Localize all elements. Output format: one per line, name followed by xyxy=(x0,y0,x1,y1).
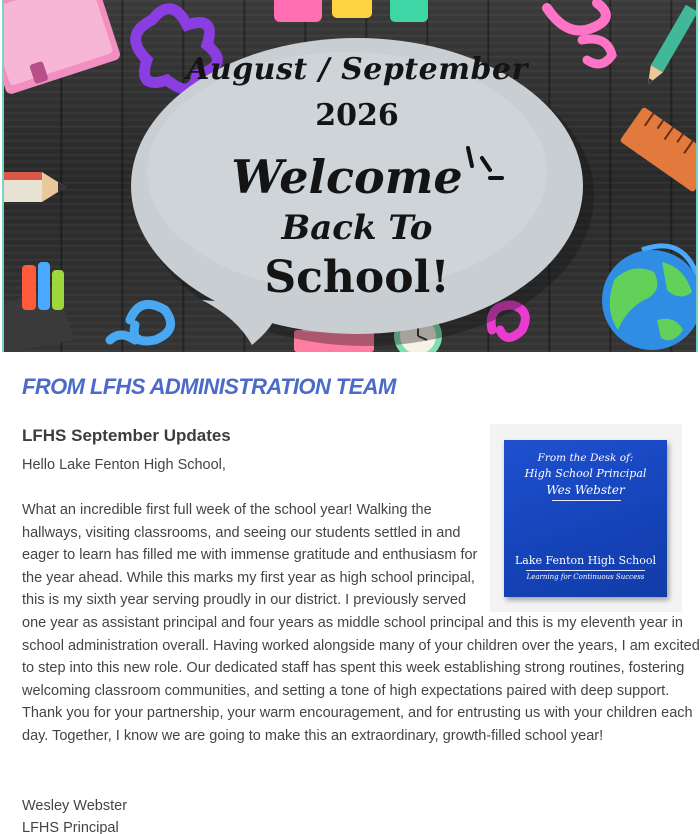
marker-icon xyxy=(332,0,372,18)
signature-name: Wesley Webster xyxy=(22,798,128,814)
note-rule xyxy=(526,570,645,571)
spiral-icon xyxy=(547,3,606,31)
hero-welcome: Welcome xyxy=(231,150,463,204)
note-name: Wes Webster xyxy=(546,483,625,497)
article-greeting: Hello Lake Fenton High School, xyxy=(22,457,226,473)
note-tagline: Learning for Continuous Success xyxy=(526,573,645,581)
hero-year: 2026 xyxy=(315,98,399,133)
globe-icon xyxy=(602,246,698,350)
notebook-icon xyxy=(2,0,122,95)
section-heading: FROM LFHS ADMINISTRATION TEAM xyxy=(22,374,396,399)
hero-banner xyxy=(2,0,698,352)
note-school: Lake Fenton High School xyxy=(514,554,657,567)
signature-block xyxy=(22,795,127,834)
pencil-icon xyxy=(2,172,66,202)
hero-date-line: August / September xyxy=(186,52,528,87)
article-title: LFHS September Updates xyxy=(22,426,231,445)
hero-border xyxy=(2,0,4,352)
hero-back-to: Back To xyxy=(281,208,433,248)
pen-cup-icon xyxy=(2,262,74,352)
principal-note-image xyxy=(490,424,682,612)
hero-school: School! xyxy=(264,252,450,303)
ruler-icon xyxy=(619,107,698,193)
note-role: High School Principal xyxy=(524,467,647,480)
note-from-desk: From the Desk of: xyxy=(537,452,634,464)
sticky-note xyxy=(504,440,667,597)
marker-icon xyxy=(274,0,322,22)
marker-icon xyxy=(390,0,428,22)
note-underline xyxy=(552,500,621,501)
hero-border xyxy=(696,0,698,352)
article-body-text: What an incredible first full week of the school year! Walking the hallways, visiting classrooms, and seeing our students settled in and eager to learn has filled me with immense gratitude and enthusiasm for the year ahead. While this marks my first year as high school principal, this is my sixth year serving proudly in our district. I previously served one year as assistant principal and four years as middle school principal and this is my eleventh year in school administration overall. Having worked alongside many of your children over the years, I am excited to step into this new role. Our dedicated staff has spent this week establishing strong routines, fostering welcoming classroom communities, and setting a tone of high expectations paired with deep support. Thank you for your partnership, your warm encouragement, and for entrusting us with your children each day. Together, I know we are going to make this an extraordinary, growth-filled school year! xyxy=(22,502,700,744)
signature-title: LFHS Principal xyxy=(22,820,119,834)
pencil-icon xyxy=(642,5,698,88)
